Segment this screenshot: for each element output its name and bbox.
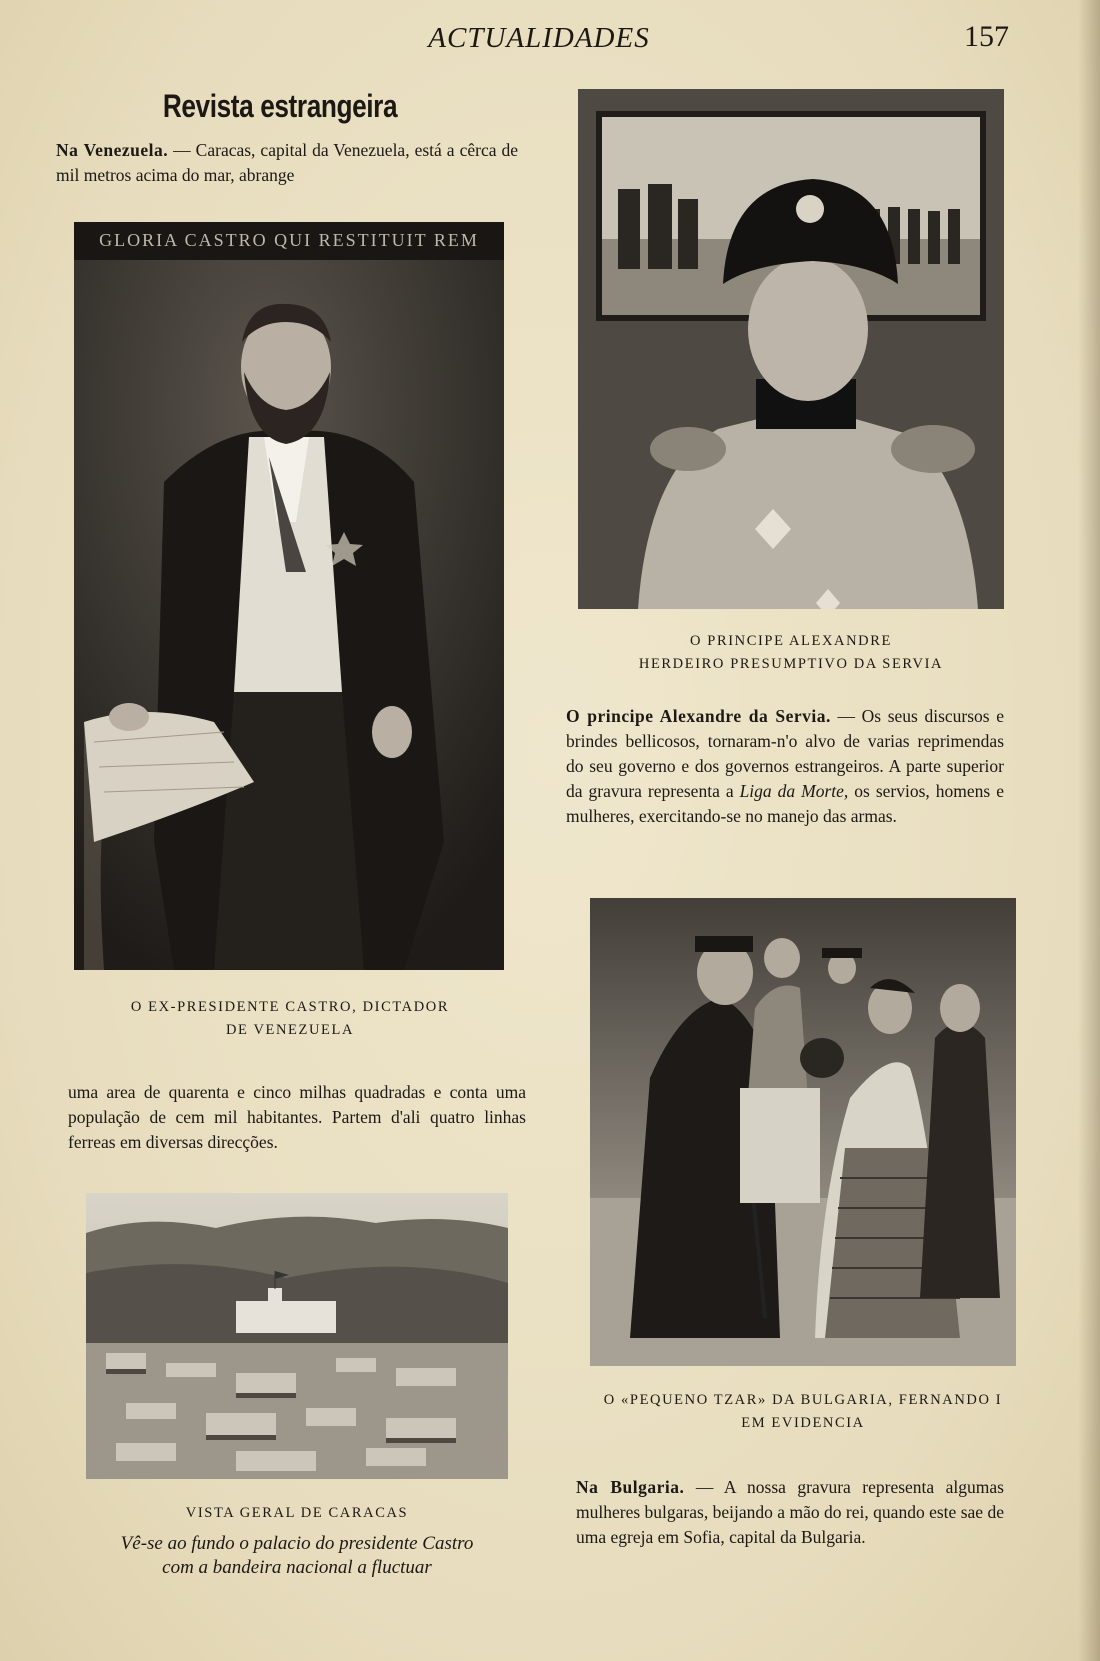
prince-alexandre-caption: O PRINCIPE ALEXANDRE HERDEIRO PRESUMPTIVO DA SERVIA [638,633,944,672]
bulgaria-caption: O «PEQUENO TZAR» DA BULGARIA, FERNANDO I EM EVIDENCIA [603,1392,1003,1431]
caracas-view-photo [86,1193,508,1479]
venezuela-lead: Na Venezuela. [56,140,169,160]
liga-da-morte: Liga da Morte, [739,781,849,801]
venezuela-intro-paragraph: Na Venezuela. — Caracas, capital da Venezuela, está a cêrca de mil metros acima do mar, abrange [56,140,519,185]
bulgaria-lead: Na Bulgaria. [576,1477,685,1497]
serbia-lead: O principe Alexandre da Servia. [566,706,831,726]
castro-portrait-photo [74,222,504,970]
venezuela-continued-paragraph: uma area de quarenta e cinco milhas quadradas e conta uma população de cem mil habitantes. Partem d'ali quatro linhas ferreas em diversas direcções. [68,1082,526,1152]
prince-alexandre-photo [578,89,1004,609]
serbia-paragraph: O principe Alexandre da Servia. — Os seus discursos e brindes bellicosos, tornaram-n'o alvo de varias reprimendas do seu governo e dos governos estrangeiros. A parte superior da gravura representa a Liga da Morte, os servios, homens e mulheres, exercitando-se no manejo das armas. [566,706,1004,826]
portrait-inscription: GLORIA CASTRO QUI RESTITUIT REM [99,230,479,250]
caracas-view-subcaption: Vê-se ao fundo o palacio do presidente Castro com a bandeira nacional a fluctuar [120,1533,474,1578]
section-title: Revista estrangeira [162,88,398,124]
caracas-view-caption: VISTA GERAL DE CARACAS [185,1505,409,1521]
bulgaria-tsar-photo [590,898,1016,1366]
page-gutter-shadow [1078,0,1100,1661]
castro-portrait-caption: O EX-PRESIDENTE CASTRO, DICTADOR DE VENEZUELA [130,999,450,1038]
venezuela-intro-text: Caracas, capital da Venezuela, está a cêrca de mil metros acima do mar, abrange [56,140,519,185]
bulgaria-paragraph: Na Bulgaria. — A nossa gravura representa algumas mulheres bulgaras, beijando a mão do rei, quando este sae de uma egreja em Sofia, capital da Bulgaria. [576,1477,1004,1547]
running-title: ACTUALIDADES [428,22,650,54]
page-number: 157 [964,20,1009,53]
